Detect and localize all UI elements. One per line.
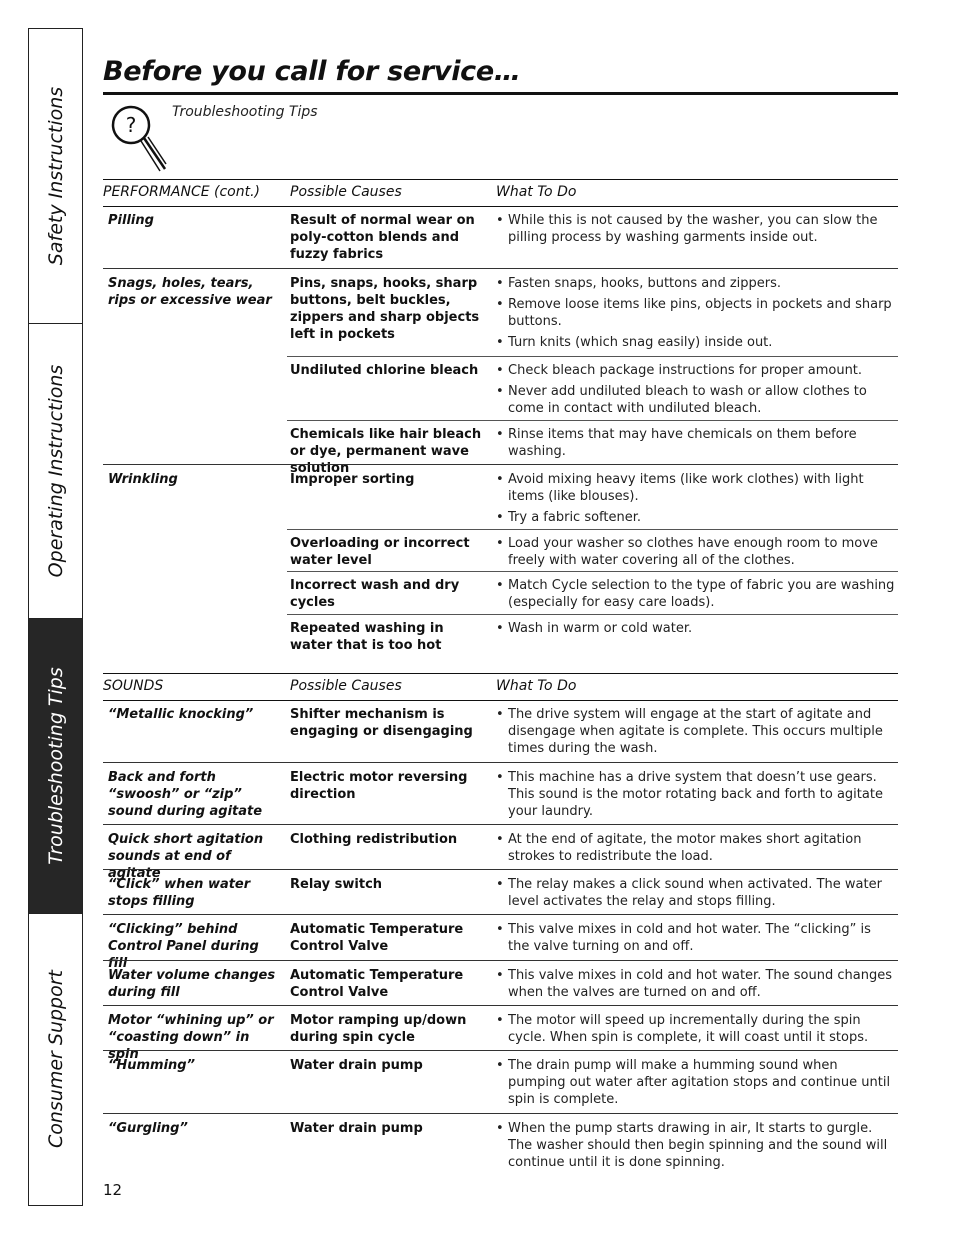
- cause-cell: Motor ramping up/down during spin cycle: [290, 1013, 467, 1045]
- solution-item: • Fasten snaps, hooks, buttons and zippers.: [496, 275, 896, 292]
- cause-cell: Automatic Temperature Control Valve: [290, 922, 464, 954]
- solution-cell: [496, 620, 896, 641]
- cause-cell: Result of normal wear on poly-cotton blends and fuzzy fabrics: [290, 213, 475, 262]
- cause-cell: Water drain pump: [290, 1121, 423, 1136]
- solution-item: • The motor will speed up incrementally during the spin cycle. When spin is complete, it will coast until it stops.: [496, 1012, 896, 1046]
- column-header-what-to-do: What To Do: [496, 678, 577, 694]
- cause-cell: Repeated washing in water that is too hot: [290, 621, 444, 653]
- problem-cell: Wrinkling: [108, 472, 178, 487]
- problem-cell: Quick short agitation sounds at end of agitate: [108, 832, 264, 881]
- solution-item: • Load your washer so clothes have enough room to move freely with water covering all of the clothes.: [496, 535, 896, 569]
- cause-cell: Improper sorting: [290, 472, 415, 487]
- table-row: [103, 420, 898, 476]
- table-row: [103, 824, 898, 881]
- sounds-table: [103, 673, 898, 1178]
- side-tab-label: Safety Instructions: [44, 86, 67, 266]
- cause-cell: Undiluted chlorine bleach: [290, 363, 479, 378]
- table-header: [103, 179, 898, 207]
- solution-cell: [496, 769, 896, 824]
- column-header-category: PERFORMANCE (cont.): [103, 184, 261, 200]
- solution-item: • Never add undiluted bleach to wash or allow clothes to come in contact with undiluted bleach.: [496, 383, 896, 417]
- solution-item: • Wash in warm or cold water.: [496, 620, 896, 637]
- solution-cell: [496, 426, 896, 464]
- cause-cell: Pins, snaps, hooks, sharp buttons, belt buckles, zippers and sharp objects left in pockets: [290, 276, 480, 342]
- problem-cell: “Click” when water stops filling: [108, 877, 251, 909]
- solution-cell: [496, 876, 896, 914]
- solution-cell: [496, 535, 896, 573]
- solution-item: • While this is not caused by the washer, you can slow the pilling process by washing garments inside out.: [496, 212, 896, 246]
- solution-item: • This valve mixes in cold and hot water. The “clicking” is the valve turning on and off.: [496, 921, 896, 955]
- solution-cell: [496, 921, 896, 959]
- side-tab-strip: [28, 28, 83, 1206]
- table-row: [103, 1113, 898, 1178]
- table-row: [103, 869, 898, 915]
- solution-cell: [496, 1057, 896, 1112]
- question-magnifier-icon: [108, 101, 170, 173]
- column-header-causes: Possible Causes: [290, 678, 402, 694]
- cause-cell: Water drain pump: [290, 1058, 423, 1073]
- cause-cell: Incorrect wash and dry cycles: [290, 578, 460, 610]
- solution-item: • This valve mixes in cold and hot water. The sound changes when the valves are turned on and off.: [496, 967, 896, 1001]
- solution-item: • The relay makes a click sound when activated. The water level activates the relay and stops filling.: [496, 876, 896, 910]
- solution-item: • Turn knits (which snag easily) inside out.: [496, 334, 896, 351]
- side-tab-operating[interactable]: [29, 324, 82, 619]
- problem-cell: Snags, holes, tears, rips or excessive wear: [108, 276, 272, 308]
- solution-item: • Match Cycle selection to the type of fabric you are washing (especially for easy care loads).: [496, 577, 896, 611]
- solution-item: • Check bleach package instructions for proper amount.: [496, 362, 896, 379]
- column-header-causes: Possible Causes: [290, 184, 402, 200]
- problem-cell: Pilling: [108, 213, 154, 228]
- solution-cell: [496, 275, 896, 355]
- problem-cell: Back and forth “swoosh” or “zip” sound during agitate: [108, 770, 263, 819]
- cause-cell: Shifter mechanism is engaging or disengaging: [290, 707, 473, 739]
- cause-cell: Overloading or incorrect water level: [290, 536, 470, 568]
- problem-cell: “Clicking” behind Control Panel during fill: [108, 922, 259, 971]
- side-tab-label: Operating Instructions: [44, 364, 67, 578]
- cause-cell: Clothing redistribution: [290, 832, 458, 847]
- side-tab-troubleshooting[interactable]: [29, 619, 82, 914]
- table-row: [103, 1005, 898, 1062]
- svg-text:?: ?: [125, 113, 137, 137]
- table-row: [103, 356, 898, 420]
- table-row: [103, 571, 898, 614]
- solution-cell: [496, 212, 896, 250]
- cause-cell: Electric motor reversing direction: [290, 770, 468, 802]
- solution-item: • The drain pump will make a humming sound when pumping out water after agitation stops and continue until spin is complete.: [496, 1057, 896, 1108]
- performance-table: [103, 179, 898, 674]
- solution-cell: [496, 362, 896, 421]
- table-row: [103, 960, 898, 1006]
- solution-item: • Remove loose items like pins, objects in pockets and sharp buttons.: [496, 296, 896, 330]
- table-row: [103, 1050, 898, 1114]
- page-title: Before you call for service…: [103, 56, 521, 87]
- column-header-category: SOUNDS: [103, 678, 164, 694]
- title-divider: [103, 92, 898, 95]
- solution-cell: [496, 967, 896, 1005]
- solution-cell: [496, 577, 896, 615]
- table-row: [103, 529, 898, 571]
- column-header-what-to-do: What To Do: [496, 184, 577, 200]
- problem-cell: “Gurgling”: [108, 1121, 188, 1136]
- page-number: 12: [103, 1181, 123, 1199]
- solution-cell: [496, 1120, 896, 1175]
- side-tab-label: Consumer Support: [44, 969, 67, 1149]
- solution-cell: [496, 1012, 896, 1050]
- solution-item: • Avoid mixing heavy items (like work clothes) with light items (like blouses).: [496, 471, 896, 505]
- solution-item: • Try a fabric softener.: [496, 509, 896, 526]
- table-row: [103, 206, 898, 268]
- solution-cell: [496, 471, 896, 530]
- solution-item: • At the end of agitate, the motor makes short agitation strokes to redistribute the load.: [496, 831, 896, 865]
- table-header: [103, 673, 898, 701]
- solution-cell: [496, 831, 896, 869]
- table-row: [103, 614, 898, 672]
- side-tab-consumer-support[interactable]: [29, 914, 82, 1204]
- solution-item: • Rinse items that may have chemicals on them before washing.: [496, 426, 896, 460]
- problem-cell: Motor “whining up” or “coasting down” in spin: [108, 1013, 274, 1062]
- table-row: [103, 268, 898, 357]
- problem-cell: “Metallic knocking”: [108, 707, 254, 722]
- cause-cell: Chemicals like hair bleach or dye, permanent wave solution: [290, 427, 482, 476]
- side-tab-safety[interactable]: [29, 29, 82, 324]
- problem-cell: “Humming”: [108, 1058, 195, 1073]
- table-row: [103, 464, 898, 530]
- solution-cell: [496, 706, 896, 761]
- solution-item: • This machine has a drive system that doesn’t use gears. This sound is the motor rotating back and forth to agitate your laundry.: [496, 769, 896, 820]
- side-tab-label: Troubleshooting Tips: [44, 667, 67, 865]
- table-row: [103, 762, 898, 825]
- solution-item: • When the pump starts drawing in air, It starts to gurgle. The washer should then begin spinning and the sound will continue until it is done spinning.: [496, 1120, 896, 1171]
- section-subtitle: Troubleshooting Tips: [172, 104, 318, 120]
- problem-cell: Water volume changes during fill: [108, 968, 276, 1000]
- cause-cell: Automatic Temperature Control Valve: [290, 968, 464, 1000]
- table-row: [103, 700, 898, 762]
- cause-cell: Relay switch: [290, 877, 383, 892]
- table-row: [103, 914, 898, 971]
- solution-item: • The drive system will engage at the start of agitate and disengage when agitate is complete. This occurs multiple times during the wash.: [496, 706, 896, 757]
